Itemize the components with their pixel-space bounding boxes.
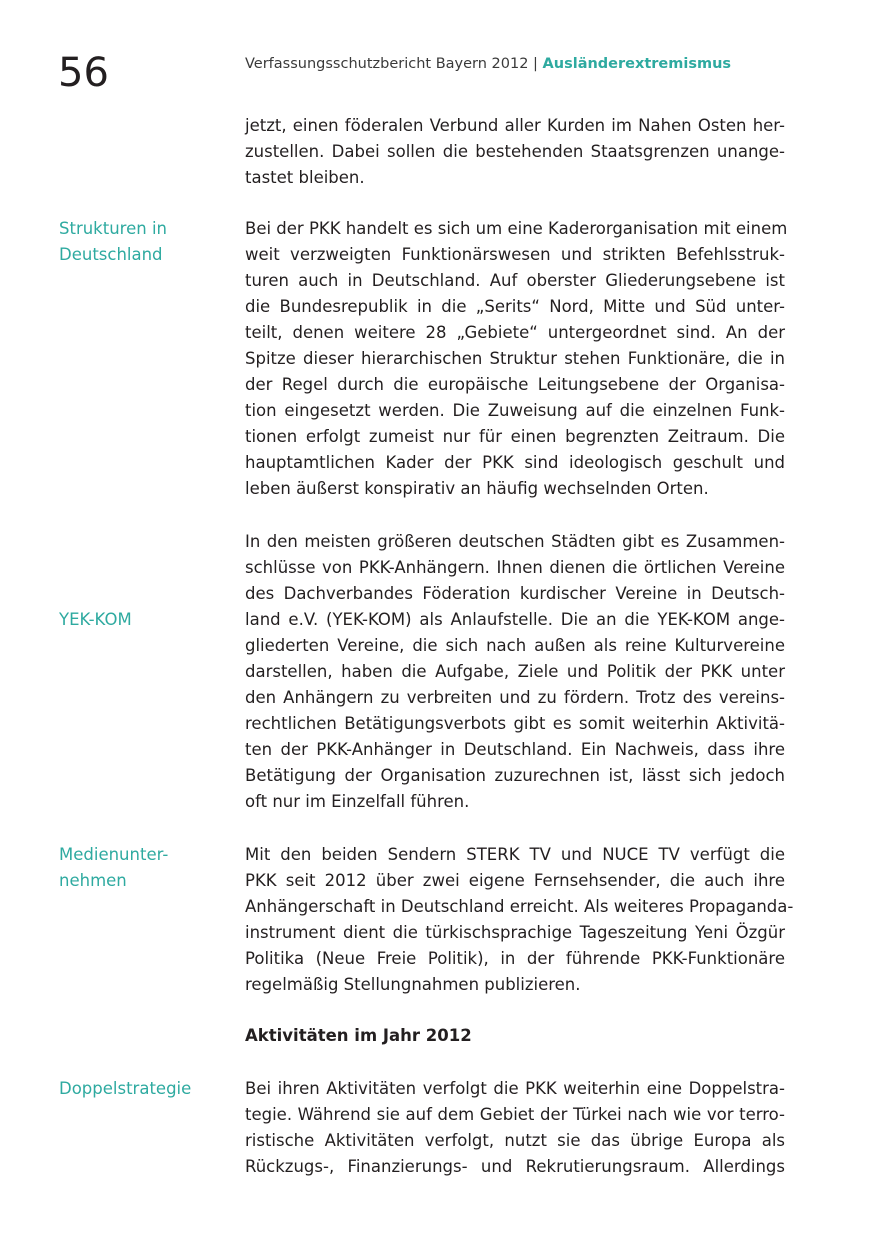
paragraph-yekkom — [245, 529, 785, 815]
margin-label-medien — [59, 842, 209, 894]
text-line: teilt, denen weitere 28 „Gebiete“ untergeordnet sind. An der — [245, 323, 785, 342]
text-line: PKK seit 2012 über zwei eigene Fernsehsender, die auch ihre — [245, 871, 785, 890]
text-line: tegie. Während sie auf dem Gebiet der Türkei nach wie vor terro- — [245, 1105, 785, 1124]
text-line: des Dachverbandes Föderation kurdischer Vereine in Deutsch- — [245, 584, 785, 603]
text-line: Politika (Neue Freie Politik), in der führende PKK-Funktionäre — [245, 949, 785, 968]
section-subheading: Aktivitäten im Jahr 2012 — [245, 1026, 472, 1045]
text-line: Bei ihren Aktivitäten verfolgt die PKK weiterhin eine Doppelstra- — [245, 1079, 785, 1098]
text-line: rechtlichen Betätigungsverbots gibt es somit weiterhin Aktivitä- — [245, 714, 785, 733]
text-line: die Bundesrepublik in die „Serits“ Nord, Mitte und Süd unter- — [245, 297, 785, 316]
paragraph-strukturen — [245, 216, 788, 502]
margin-label-strukturen-line2: Deutschland — [59, 245, 163, 264]
text-line: darstellen, haben die Aufgabe, Ziele und Politik der PKK unter — [245, 662, 785, 681]
text-line: hauptamtlichen Kader der PKK sind ideologisch geschult und — [245, 453, 785, 472]
text-line: land e.V. (YEK-KOM) als Anlaufstelle. Die an die YEK-KOM ange- — [245, 610, 785, 629]
text-line: instrument dient die türkischsprachige Tageszeitung Yeni Özgür — [245, 923, 785, 942]
text-line: Betätigung der Organisation zuzurechnen ist, lässt sich jedoch — [245, 766, 785, 785]
paragraph-doppelstrategie — [245, 1076, 785, 1180]
margin-label-medien-line2: nehmen — [59, 871, 127, 890]
text-line: der Regel durch die europäische Leitungsebene der Organisa- — [245, 375, 785, 394]
paragraph-1 — [245, 113, 785, 191]
text-line: regelmäßig Stellungnahmen publizieren. — [245, 975, 581, 994]
text-line: Anhängerschaft in Deutschland erreicht. Als weiteres Propaganda- — [245, 897, 794, 916]
text-line: tion eingesetzt werden. Die Zuweisung auf die einzelnen Funk- — [245, 401, 785, 420]
text-line: jetzt, einen föderalen Verbund aller Kurden im Nahen Osten her- — [245, 116, 785, 135]
text-line: turen auch in Deutschland. Auf oberster Gliederungsebene ist — [245, 271, 785, 290]
text-line: zustellen. Dabei sollen die bestehenden Staatsgrenzen unange- — [245, 142, 785, 161]
margin-label-strukturen-line1: Strukturen in — [59, 219, 167, 238]
text-line: weit verzweigten Funktionärswesen und strikten Befehlsstruk- — [245, 245, 785, 264]
text-line: ristische Aktivitäten verfolgt, nutzt sie das übrige Europa als — [245, 1131, 785, 1150]
text-line: ten der PKK-Anhänger in Deutschland. Ein Nachweis, dass ihre — [245, 740, 785, 759]
text-line: gliederten Vereine, die sich nach außen als reine Kulturvereine — [245, 636, 785, 655]
text-line: schlüsse von PKK-Anhängern. Ihnen dienen die örtlichen Vereine — [245, 558, 785, 577]
text-line: leben äußerst konspirativ an häufig wechselnden Orten. — [245, 479, 709, 498]
margin-label-doppelstrategie: Doppelstrategie — [59, 1079, 192, 1098]
margin-label-yekkom: YEK-KOM — [59, 610, 132, 629]
page-number: 56 — [58, 50, 109, 96]
margin-label-medien-line1: Medienunter- — [59, 845, 169, 864]
text-line: Mit den beiden Sendern STERK TV und NUCE TV verfügt die — [245, 845, 785, 864]
section-title: Ausländerextremismus — [542, 56, 732, 72]
report-title: Verfassungsschutzbericht Bayern 2012 | — [245, 56, 543, 72]
text-line: Rückzugs-, Finanzierungs- und Rekrutierungsraum. Allerdings — [245, 1157, 785, 1176]
running-header — [245, 55, 731, 73]
text-line: tionen erfolgt zumeist nur für einen begrenzten Zeitraum. Die — [245, 427, 785, 446]
text-line: tastet bleiben. — [245, 168, 365, 187]
margin-label-strukturen — [59, 216, 209, 268]
text-line: oft nur im Einzelfall führen. — [245, 792, 470, 811]
text-line: Spitze dieser hierarchischen Struktur stehen Funktionäre, die in — [245, 349, 785, 368]
text-line: den Anhängern zu verbreiten und zu fördern. Trotz des vereins- — [245, 688, 785, 707]
text-line: Bei der PKK handelt es sich um eine Kaderorganisation mit einem — [245, 219, 788, 238]
paragraph-medien — [245, 842, 794, 998]
text-line: In den meisten größeren deutschen Städten gibt es Zusammen- — [245, 532, 785, 551]
